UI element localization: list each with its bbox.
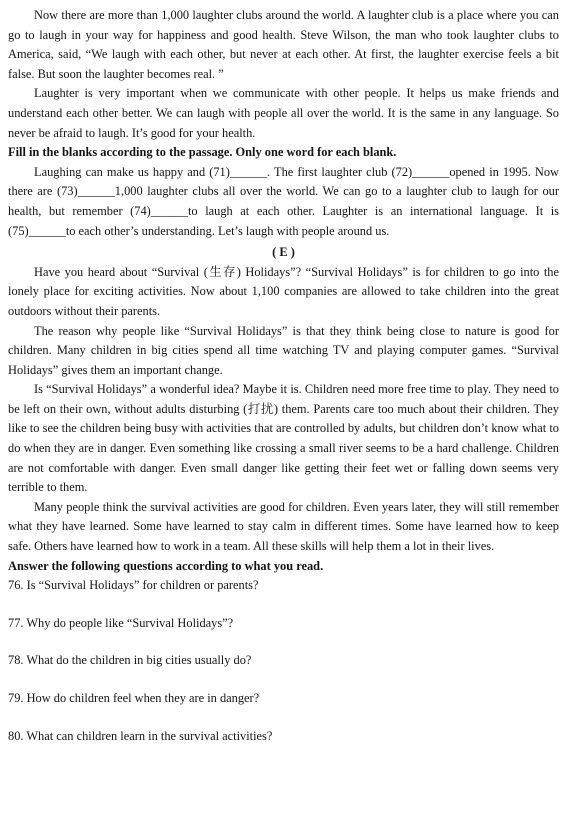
passage-d-paragraph-2: Laughter is very important when we communicate with other people. It helps us make friends and understand each other better. We can laugh with people all over the world. It is the same in any language. So never be afraid to laugh. It’s good for your health.	[8, 86, 559, 140]
passage-e	[8, 243, 559, 746]
passage-e-title: ( E )	[272, 245, 295, 260]
passage-d	[8, 6, 559, 241]
passage-e-paragraph-1: Have you heard about “Survival (生存) Holidays”? “Survival Holidays” is for children to go into the lonely place for exciting activities. Now about 1,100 companies are allowed to take children into the great outdoors without their parents.	[8, 264, 559, 318]
passage-e-paragraph-3: Is “Survival Holidays” a wonderful idea? Maybe it is. Children need more free time to play. They need to be left on their own, without adults disturbing (打扰) them. Parents care too much about their children. They like to see the children being busy with activities that are controlled by adults, but children don’t know what to do when they are in danger. Even something like crossing a small river seems to be a hard challenge. Children are not comfortable with danger. Even small danger like getting their feet wet or falling down seems very terrible to them.	[8, 382, 559, 495]
passage-d-paragraph-1: Now there are more than 1,000 laughter clubs around the world. A laughter club is a place where you can go to laugh in your way for happiness and good health. Steve Wilson, the man who took laughter clubs to America, said, “We laugh with each other, but never at each other. At first, the laughter exercise feels a bit false. But soon the laughter becomes real. ”	[8, 8, 559, 81]
passage-e-paragraph-4: Many people think the survival activities are good for children. Even years later, they will still remember what they have learned. Some have learned to stay calm in different times. Some have learned how to keep safe. Others have learned how to work in a team. All these skills will help them a lot in their lives.	[8, 499, 559, 554]
question-80: 80. What can children learn in the survival activities?	[8, 728, 273, 743]
cloze-instruction: Fill in the blanks according to the passage. Only one word for each blank.	[8, 145, 397, 160]
cloze-text: Laughing can make us happy and (71)______. The first laughter club (72)______opened in 1995. Now there are (73)______1,000 laughter clubs all over the world. We can go to a laughter club to laugh for our health, but remember (74)______to laugh at each other. Laughter is an international language. It is (75)______to each other’s understanding. Let’s laugh with people around us.	[8, 164, 559, 238]
question-77: 77. Why do people like “Survival Holidays”?	[8, 615, 234, 630]
question-76: 76. Is “Survival Holidays” for children or parents?	[8, 578, 259, 593]
passage-e-paragraph-2: The reason why people like “Survival Holidays” is that they think being close to nature is good for children. Many children in big cities spend all time watching TV and playing computer games. “Survival Holidays” gives them an important change.	[8, 323, 559, 377]
question-79: 79. How do children feel when they are in danger?	[8, 691, 260, 705]
questions-instruction: Answer the following questions according to what you read.	[8, 558, 324, 573]
question-78: 78. What do the children in big cities usually do?	[8, 653, 252, 668]
